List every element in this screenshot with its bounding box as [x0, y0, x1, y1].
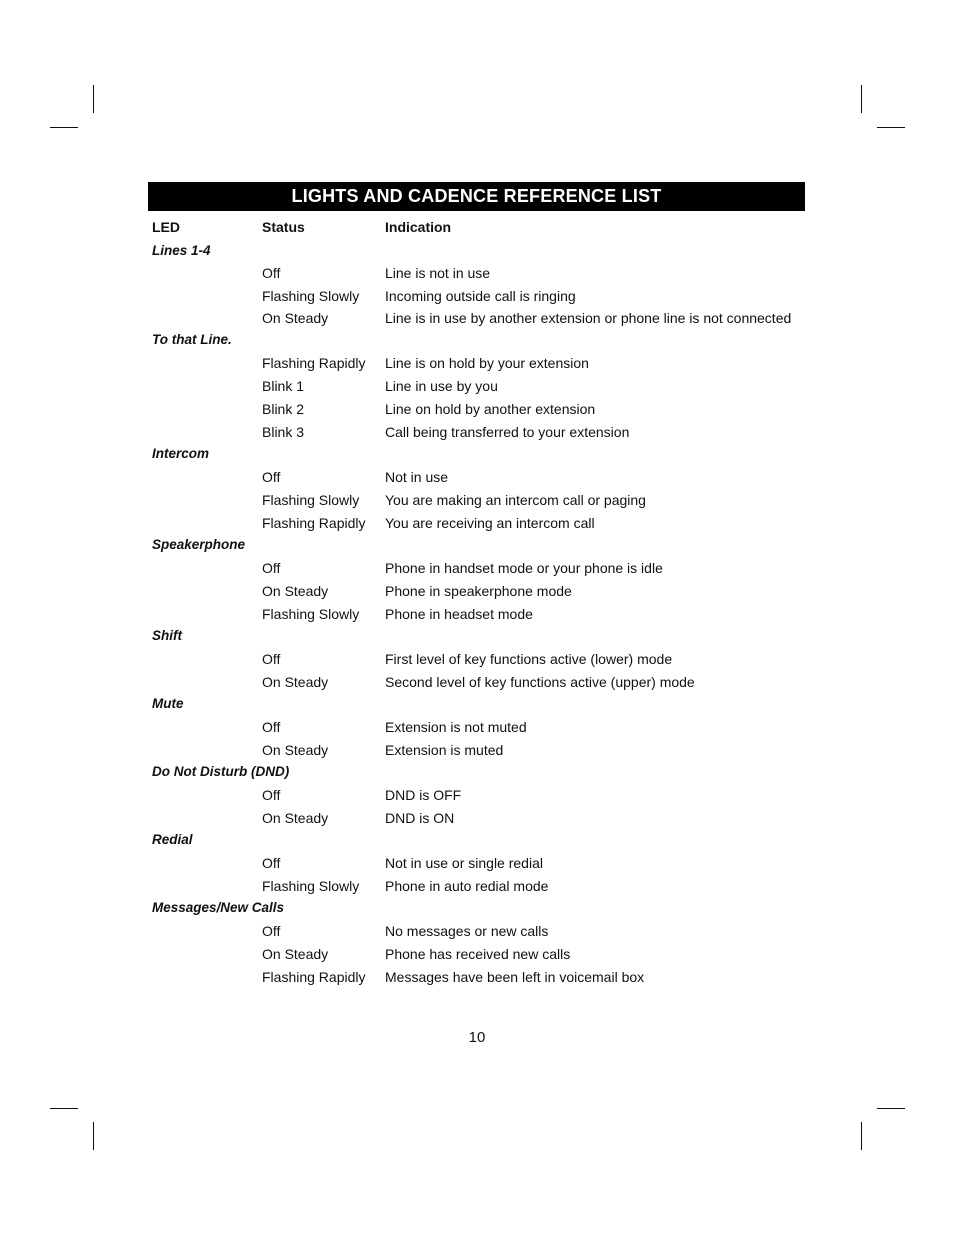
indication-cell: Extension is muted [385, 742, 504, 758]
header-status: Status [262, 219, 305, 235]
led-group-label: Lines 1-4 [152, 243, 211, 258]
status-cell: On Steady [262, 742, 329, 758]
indication-cell: Incoming outside call is ringing [385, 288, 576, 304]
header-indication: Indication [385, 219, 452, 235]
status-cell: On Steady [262, 810, 329, 826]
led-group-label: Shift [152, 628, 182, 643]
indication-cell: Line is on hold by your extension [385, 355, 589, 371]
status-cell: Blink 2 [262, 401, 305, 417]
indication-cell: Line is not in use [385, 265, 491, 281]
indication-cell: You are receiving an intercom call [385, 515, 595, 531]
status-cell: Flashing Slowly [262, 288, 360, 304]
indication-cell: Phone in speakerphone mode [385, 583, 572, 599]
status-cell: Flashing Rapidly [262, 355, 366, 371]
status-cell: On Steady [262, 310, 329, 326]
indication-cell: First level of key functions active (lower) mode [385, 651, 673, 667]
indication-cell: Not in use or single redial [385, 855, 543, 871]
indication-cell: Messages have been left in voicemail box [385, 969, 645, 985]
page-title: LIGHTS AND CADENCE REFERENCE LIST [148, 182, 805, 211]
indication-cell: Phone in auto redial mode [385, 878, 549, 894]
indication-cell: Line in use by you [385, 378, 498, 394]
status-cell: Flashing Slowly [262, 492, 360, 508]
indication-cell: You are making an intercom call or paging [385, 492, 646, 508]
status-cell: Blink 3 [262, 424, 305, 440]
status-cell: On Steady [262, 583, 329, 599]
indication-cell: DND is OFF [385, 787, 462, 803]
status-cell: Blink 1 [262, 378, 305, 394]
led-group-label: Redial [152, 832, 193, 847]
status-cell: On Steady [262, 946, 329, 962]
indication-cell: Phone has received new calls [385, 946, 571, 962]
status-cell: On Steady [262, 674, 329, 690]
indication-cell: Extension is not muted [385, 719, 527, 735]
indication-cell: No messages or new calls [385, 923, 549, 939]
indication-cell: Not in use [385, 469, 449, 485]
status-cell: Flashing Slowly [262, 878, 360, 894]
status-cell: Off [262, 787, 281, 803]
indication-cell: Line on hold by another extension [385, 401, 596, 417]
page-number: 10 [468, 1029, 486, 1046]
led-group-label: Speakerphone [152, 537, 246, 552]
indication-cell: Phone in handset mode or your phone is idle [385, 560, 663, 576]
status-cell: Off [262, 651, 281, 667]
indication-cell: Line is in use by another extension or phone line is not connected [385, 310, 792, 326]
status-cell: Off [262, 923, 281, 939]
status-cell: Flashing Rapidly [262, 515, 366, 531]
led-group-label: To that Line. [152, 332, 232, 347]
led-group-label: Do Not Disturb (DND) [152, 764, 290, 779]
status-cell: Off [262, 469, 281, 485]
indication-cell: Phone in headset mode [385, 606, 533, 622]
led-group-label: Messages/New Calls [152, 900, 285, 915]
header-led: LED [152, 219, 180, 235]
status-cell: Off [262, 719, 281, 735]
led-group-label: Intercom [152, 446, 210, 461]
status-cell: Off [262, 265, 281, 281]
status-cell: Off [262, 855, 281, 871]
status-cell: Flashing Slowly [262, 606, 360, 622]
status-cell: Off [262, 560, 281, 576]
indication-cell: Second level of key functions active (upper) mode [385, 674, 695, 690]
indication-cell: Call being transferred to your extension [385, 424, 630, 440]
led-group-label: Mute [152, 696, 184, 711]
indication-cell: DND is ON [385, 810, 455, 826]
status-cell: Flashing Rapidly [262, 969, 366, 985]
